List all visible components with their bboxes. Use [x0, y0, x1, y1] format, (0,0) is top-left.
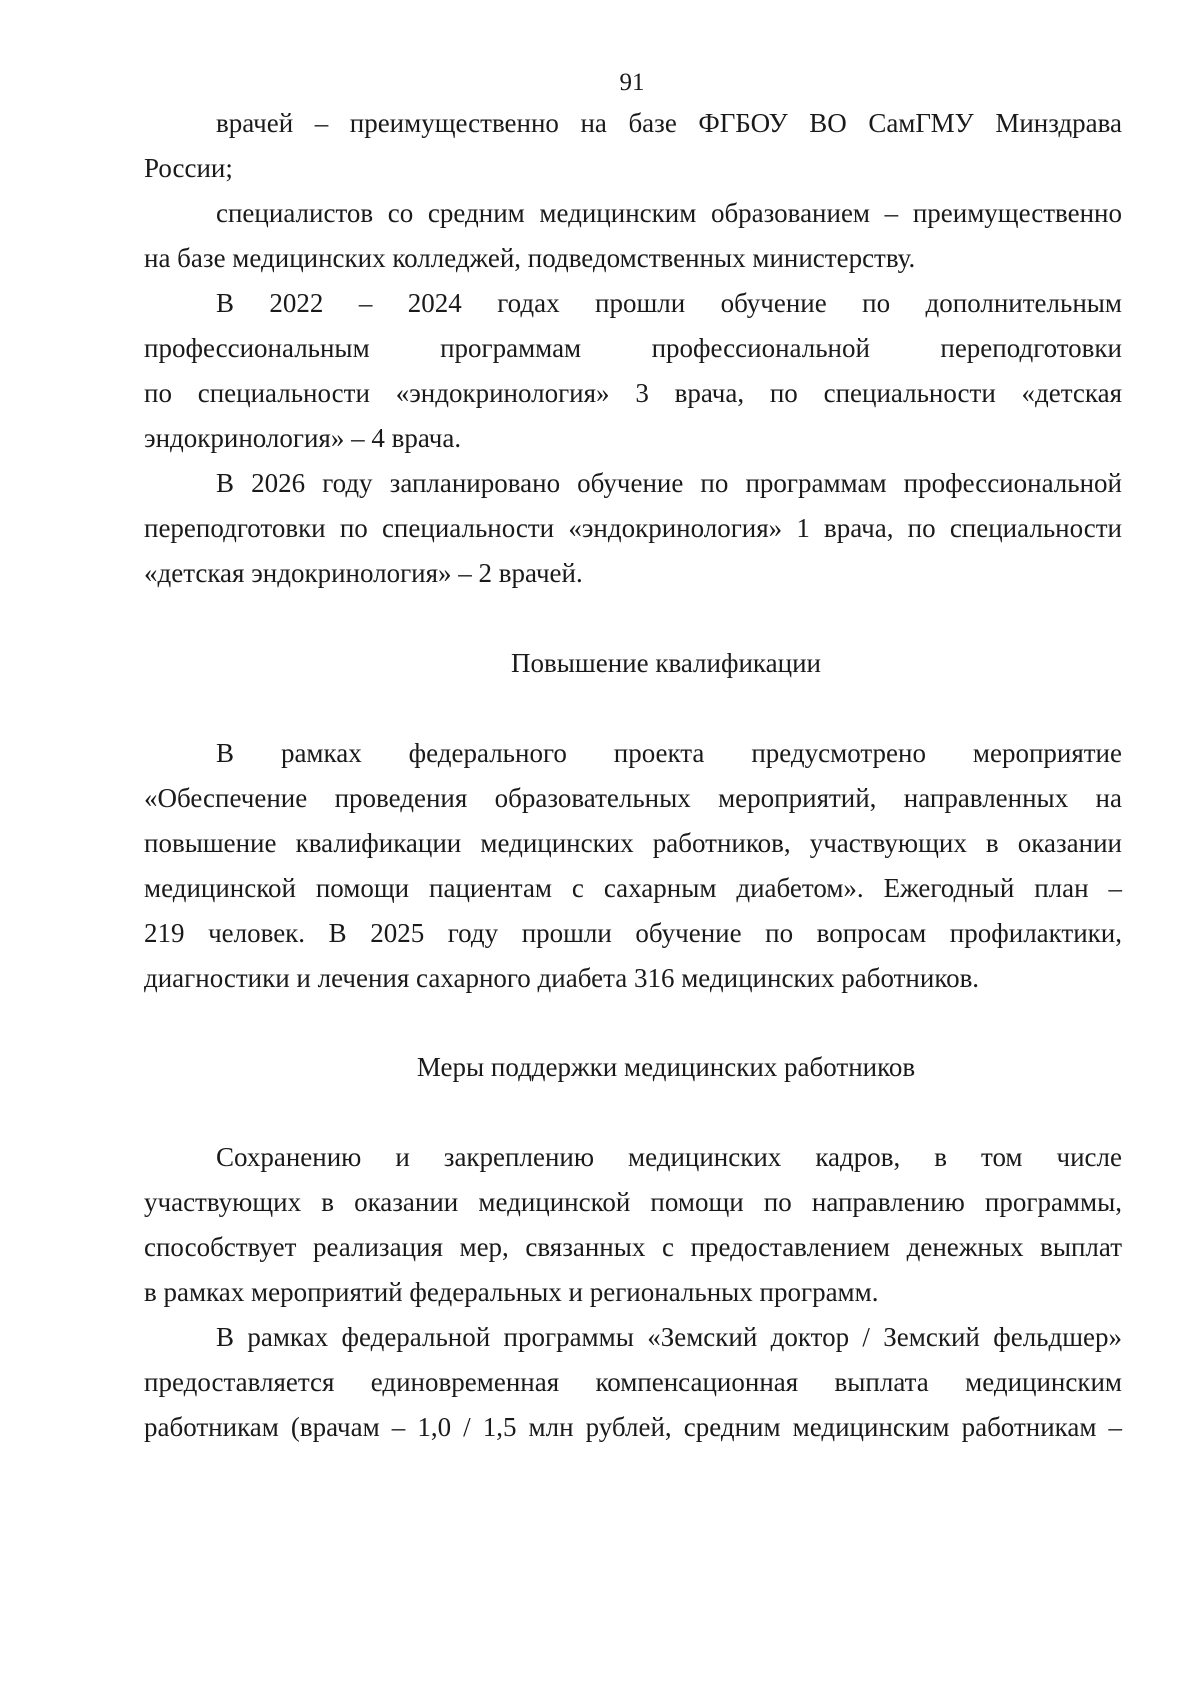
- paragraph-line: В рамках федеральной программы «Земский доктор / Земский фельдшер»: [216, 1322, 1122, 1352]
- paragraph-line: В 2026 году запланировано обучение по программам профессиональной: [216, 468, 1122, 498]
- paragraph-line: Сохранению и закреплению медицинских кадров, в том числе: [216, 1142, 1122, 1172]
- section-heading: Повышение квалификации: [511, 648, 821, 678]
- paragraph-line: медицинской помощи пациентам с сахарным диабетом». Ежегодный план –: [144, 873, 1122, 903]
- paragraph-line: специалистов со средним медицинским образованием – преимущественно: [216, 198, 1122, 228]
- paragraph-line: участвующих в оказании медицинской помощи по направлению программы,: [144, 1187, 1122, 1217]
- paragraph-line: эндокринология» – 4 врача.: [144, 423, 462, 453]
- paragraph-line: на базе медицинских колледжей, подведомственных министерству.: [144, 243, 916, 273]
- paragraph-line: способствует реализация мер, связанных с предоставлением денежных выплат: [144, 1232, 1122, 1262]
- paragraph-line: в рамках мероприятий федеральных и региональных программ.: [144, 1277, 879, 1307]
- page-number: 91: [619, 69, 645, 96]
- paragraph-line: врачей – преимущественно на базе ФГБОУ ВО СамГМУ Минздрава: [216, 108, 1122, 138]
- paragraph-line: диагностики и лечения сахарного диабета 316 медицинских работников.: [144, 963, 980, 993]
- paragraph-line: В рамках федерального проекта предусмотрено мероприятие: [216, 738, 1122, 768]
- paragraph-line: повышение квалификации медицинских работников, участвующих в оказании: [144, 828, 1122, 858]
- paragraph-line: В 2022 – 2024 годах прошли обучение по дополнительным: [216, 288, 1122, 318]
- paragraph-line: профессиональным программам профессиональной переподготовки: [144, 333, 1122, 363]
- paragraph-line: переподготовки по специальности «эндокринология» 1 врача, по специальности: [144, 513, 1122, 543]
- paragraph-line: 219 человек. В 2025 году прошли обучение по вопросам профилактики,: [144, 918, 1122, 948]
- paragraph-line: «Обеспечение проведения образовательных мероприятий, направленных на: [144, 783, 1122, 813]
- paragraph-line: «детская эндокринология» – 2 врачей.: [144, 558, 583, 588]
- section-heading: Меры поддержки медицинских работников: [416, 1052, 916, 1082]
- paragraph-line: работникам (врачам – 1,0 / 1,5 млн рублей, средним медицинским работникам –: [144, 1412, 1122, 1442]
- paragraph-line: по специальности «эндокринология» 3 врача, по специальности «детская: [144, 378, 1122, 408]
- paragraph-line: предоставляется единовременная компенсационная выплата медицинским: [144, 1367, 1122, 1397]
- paragraph-line: России;: [144, 153, 233, 183]
